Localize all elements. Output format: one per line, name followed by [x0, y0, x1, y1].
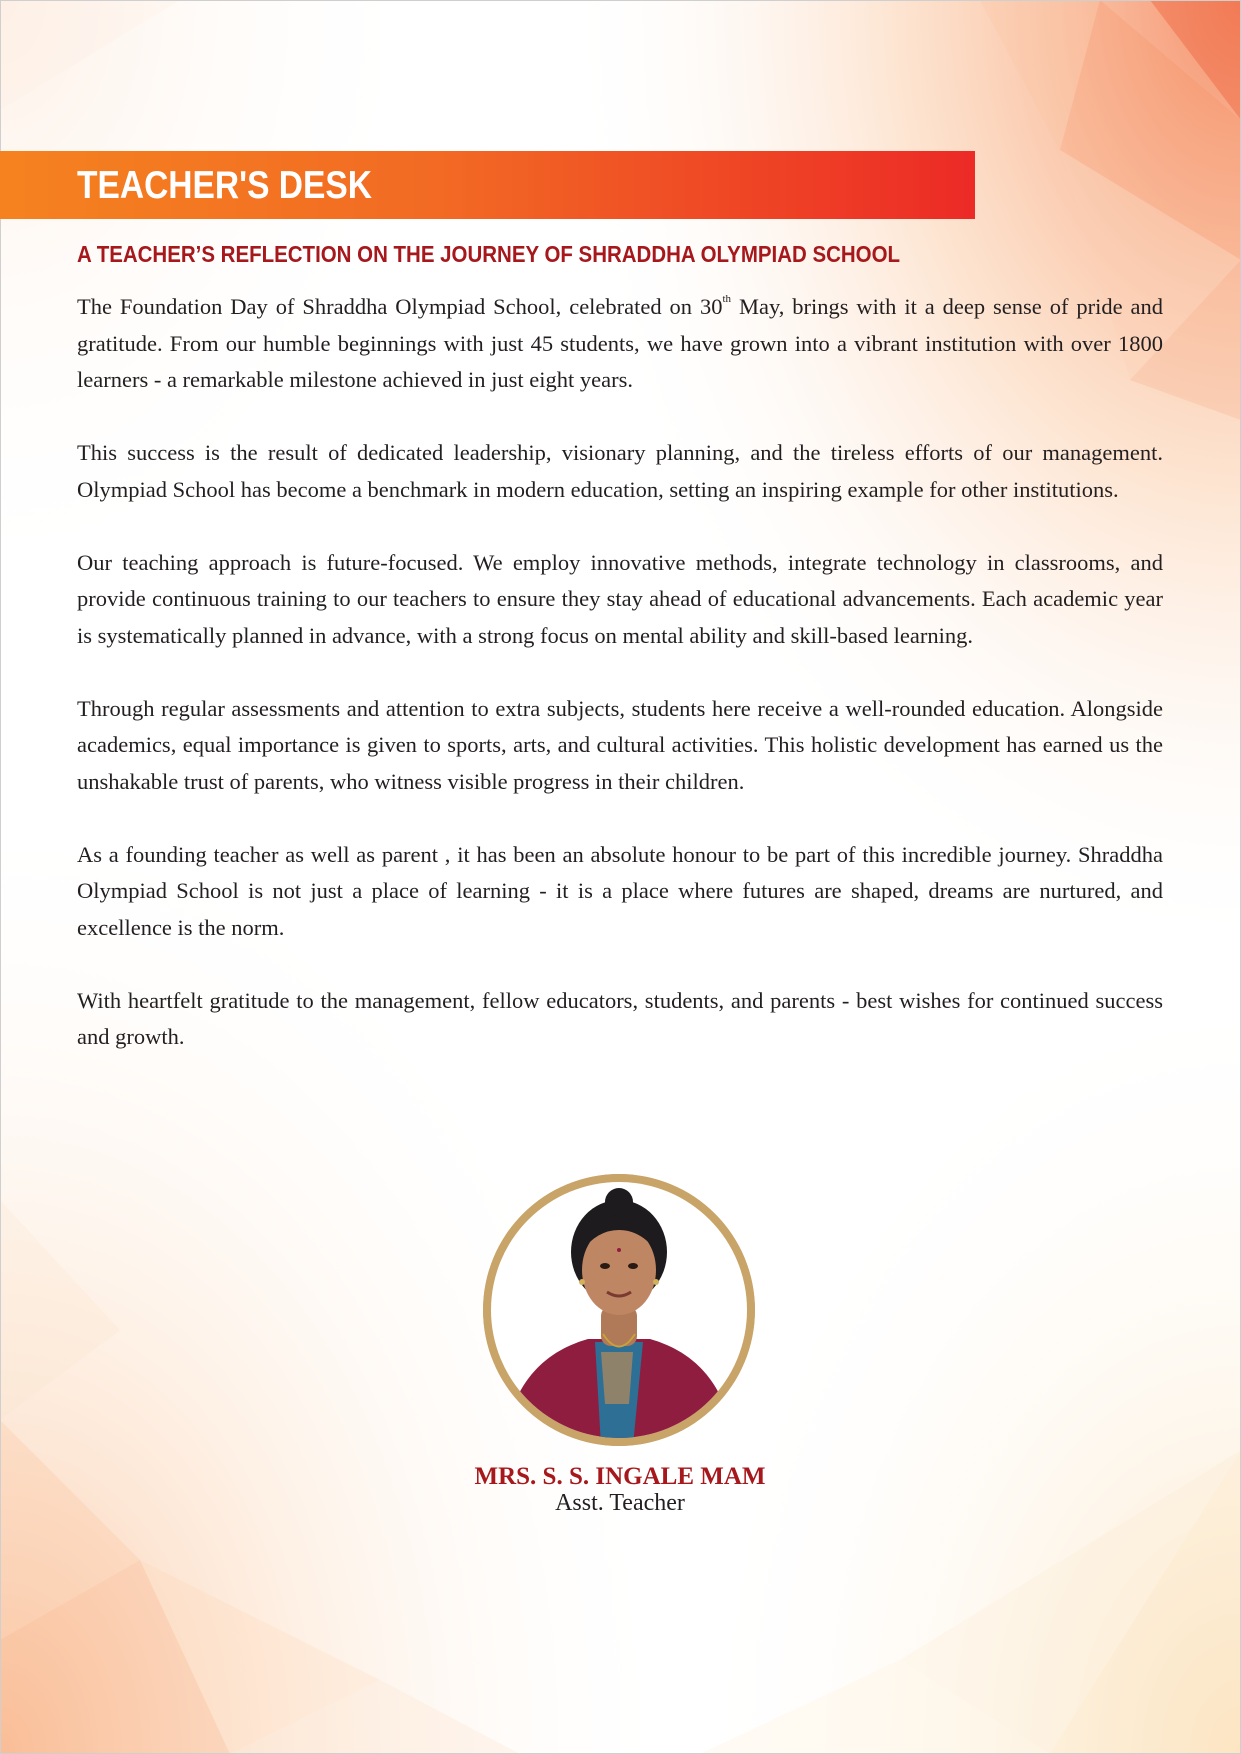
paragraph-4: Through regular assessments and attention to extra subjects, students here receive a well-rounded education. Alongside academics, equal importance is given to sports, arts, and cultural activities. This holistic development has earned us the unshakable trust of parents, who witness visible progress in their children. [77, 695, 1163, 794]
article-title: A TEACHER’S REFLECTION ON THE JOURNEY OF SHRADDHA OLYMPIAD SCHOOL [77, 241, 901, 267]
header-banner [0, 151, 975, 219]
portrait-illustration [483, 1174, 755, 1446]
article-body [77, 289, 1163, 1092]
teacher-name: MRS. S. S. INGALE MAM [474, 1463, 766, 1490]
teacher-role: Asst. Teacher [555, 1490, 685, 1516]
ordinal-suffix: th [722, 293, 732, 305]
paragraph-3: Our teaching approach is future-focused. We employ innovative methods, integrate technology in classrooms, and provide continuous training to our teachers to ensure they stay ahead of educational advancements. Each academic year is systematically planned in advance, with a strong focus on mental ability and skill-based learning. [77, 549, 1163, 648]
paragraph-2: This success is the result of dedicated leadership, visionary planning, and the tireless efforts of our management. Olympiad School has become a benchmark in modern education, setting an inspiring example for other institutions. [77, 440, 1163, 502]
paragraph-1: The Foundation Day of Shraddha Olympiad School, celebrated on 30th May, brings with it a deep sense of pride and gratitude. From our humble beginnings with just 45 students, we have grown into a vibrant institution with over 1800 learners - a remarkable milestone achieved in just eight years. [77, 293, 1163, 392]
section-title: TEACHER'S DESK [77, 164, 372, 207]
teacher-portrait [483, 1174, 755, 1446]
paragraph-5: As a founding teacher as well as parent , it has been an absolute honour to be part of this incredible journey. Shraddha Olympiad School is not just a place of learning - it is a place where futures are shaped, dreams are nurtured, and excellence is the norm. [77, 841, 1163, 940]
paragraph-6: With heartfelt gratitude to the management, fellow educators, students, and parents - best wishes for continued success and growth. [77, 987, 1163, 1049]
